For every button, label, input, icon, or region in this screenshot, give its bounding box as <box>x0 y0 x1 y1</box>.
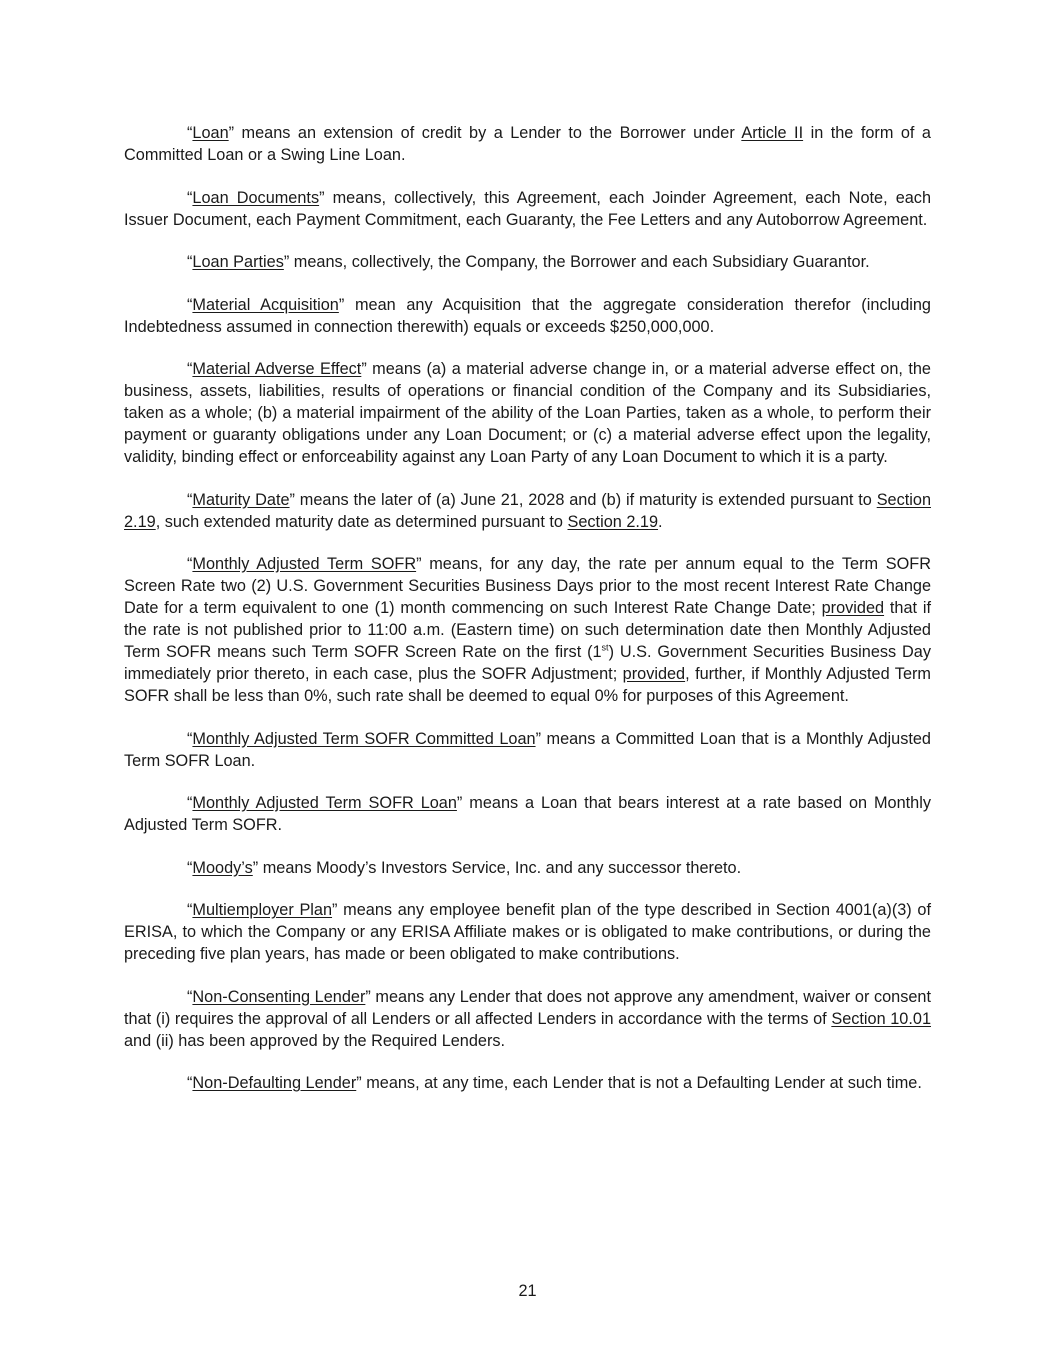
document-body <box>124 122 931 1115</box>
definition-text: “ <box>187 555 193 573</box>
definition-text: “ <box>187 360 193 378</box>
definition-loan <box>124 122 931 166</box>
superscript: st <box>601 642 609 653</box>
definition-text: “ <box>187 490 193 509</box>
underlined-reference: provided <box>821 599 885 617</box>
definition-text: , further, if Monthly Adjusted Term SOFR shall be less than 0%, such rate shall be deemed to equal 0% for purposes of this Agreement. <box>124 665 931 705</box>
defined-term: Non-Defaulting Lender <box>192 1074 357 1092</box>
definition-text: ) U.S. Government Securities Business Day immediately prior thereto, in each case, plus the SOFR Adjustment; <box>124 643 931 683</box>
definition-material-acquisition <box>124 294 931 338</box>
definition-text: , such extended maturity date as determined pursuant to <box>155 512 568 531</box>
underlined-reference: Section 10.01 <box>831 1009 931 1028</box>
defined-term: Loan Parties <box>192 253 284 271</box>
definition-text: “ <box>187 987 193 1006</box>
page-number: 21 <box>518 1282 537 1300</box>
defined-term: Multiemployer Plan <box>192 901 333 919</box>
definition-monthly-adjusted-term-sofr <box>124 553 931 707</box>
definition-maturity-date <box>124 489 931 533</box>
definition-text: ” means (a) a material adverse change in, or a material adverse effect on, the business, assets, liabilities, results of operations or financial condition of the Company and its Subsidiaries, taken as a whole; (b) a material impairment of the ability of the Loan Parties, taken as a whole, to perform their payment or guaranty obligations under any Loan Document; or (c) a material adverse effect upon the legality, validity, binding effect or enforceability against any Loan Party of any Loan Document to which it is a party. <box>124 360 931 466</box>
definition-moodys <box>124 857 931 879</box>
definition-material-adverse-effect <box>124 358 931 468</box>
definition-text: “ <box>187 729 193 748</box>
definition-text: “ <box>187 295 193 314</box>
definition-text: in the form of a Committed Loan or a Swing Line Loan. <box>124 124 931 164</box>
definition-monthly-adjusted-term-sofr-loan <box>124 792 931 836</box>
definition-text: ” means a Committed Loan that is a Monthly Adjusted Term SOFR Loan. <box>124 729 931 770</box>
defined-term: Monthly Adjusted Term SOFR <box>192 555 417 573</box>
definition-text: “ <box>187 858 193 877</box>
definition-loan-documents <box>124 187 931 231</box>
definition-text: ” means, collectively, this Agreement, each Joinder Agreement, each Note, each Issuer Document, each Payment Commitment, each Guaranty, the Fee Letters and any Autoborrow Agreement. <box>124 188 931 229</box>
defined-term: Non-Consenting Lender <box>192 987 366 1006</box>
defined-term: Monthly Adjusted Term SOFR Committed Loan <box>192 729 536 748</box>
defined-term: Loan Documents <box>192 188 320 207</box>
definition-text: “ <box>187 901 193 919</box>
definition-text: and (ii) has been approved by the Required Lenders. <box>124 1031 506 1050</box>
defined-term: Monthly Adjusted Term SOFR Loan <box>192 794 457 812</box>
definition-text: ” means a Loan that bears interest at a rate based on Monthly Adjusted Term SOFR. <box>124 794 931 834</box>
definition-text: ” means any employee benefit plan of the type described in Section 4001(a)(3) of ERISA, to which the Company or any ERISA Affiliate makes or is obligated to make contributions, or during the preceding five plan years, has made or been obligated to make contributions. <box>124 901 931 963</box>
underlined-reference: Section 2.19 <box>124 490 931 531</box>
definition-text: “ <box>187 253 193 271</box>
underlined-reference: Section 2.19 <box>567 512 659 531</box>
defined-term: Material Adverse Effect <box>192 360 362 378</box>
underlined-reference: provided <box>622 665 686 683</box>
defined-term: Moody’s <box>192 858 253 877</box>
definition-text: “ <box>187 794 193 812</box>
defined-term: Maturity Date <box>192 490 290 509</box>
definition-loan-parties <box>124 251 931 273</box>
defined-term: Loan <box>192 124 229 142</box>
definition-text: ” means the later of (a) June 21, 2028 and (b) if maturity is extended pursuant to <box>289 490 877 509</box>
definition-text: “ <box>187 1074 193 1092</box>
definition-text: . <box>658 512 663 531</box>
definition-text: ” means, collectively, the Company, the Borrower and each Subsidiary Guarantor. <box>283 253 870 271</box>
definition-text: ” means any Lender that does not approve any amendment, waiver or consent that (i) requires the approval of all Lenders or all affected Lenders in accordance with the terms of <box>124 987 931 1028</box>
definition-text: ” means an extension of credit by a Lender to the Borrower under <box>228 124 742 142</box>
definition-text: ” means, for any day, the rate per annum equal to the Term SOFR Screen Rate two (2) U.S. Government Securities Business Days prior to the most recent Interest Rate Change Date for a term equivalent to one (1) month commencing on such Interest Rate Change Date; <box>124 555 932 617</box>
underlined-reference: Article II <box>741 124 804 142</box>
definition-text: “ <box>187 124 193 142</box>
definition-monthly-adjusted-term-sofr-committed-loan <box>124 728 931 772</box>
definition-multiemployer-plan <box>124 899 931 965</box>
definition-non-defaulting-lender <box>124 1072 931 1094</box>
definition-text: “ <box>187 188 193 207</box>
defined-term: Material Acquisition <box>192 295 339 314</box>
definition-text: that if the rate is not published prior to 11:00 a.m. (Eastern time) on such determination date then Monthly Adjusted Term SOFR means such Term SOFR Screen Rate on the first (1 <box>124 599 931 661</box>
definition-text: ” means, at any time, each Lender that is not a Defaulting Lender at such time. <box>356 1074 922 1092</box>
definition-text: ” mean any Acquisition that the aggregate consideration therefor (including Indebtedness assumed in connection therewith) equals or exceeds $250,000,000. <box>124 295 931 336</box>
definition-text: ” means Moody’s Investors Service, Inc. and any successor thereto. <box>252 858 742 877</box>
definition-non-consenting-lender <box>124 986 931 1052</box>
